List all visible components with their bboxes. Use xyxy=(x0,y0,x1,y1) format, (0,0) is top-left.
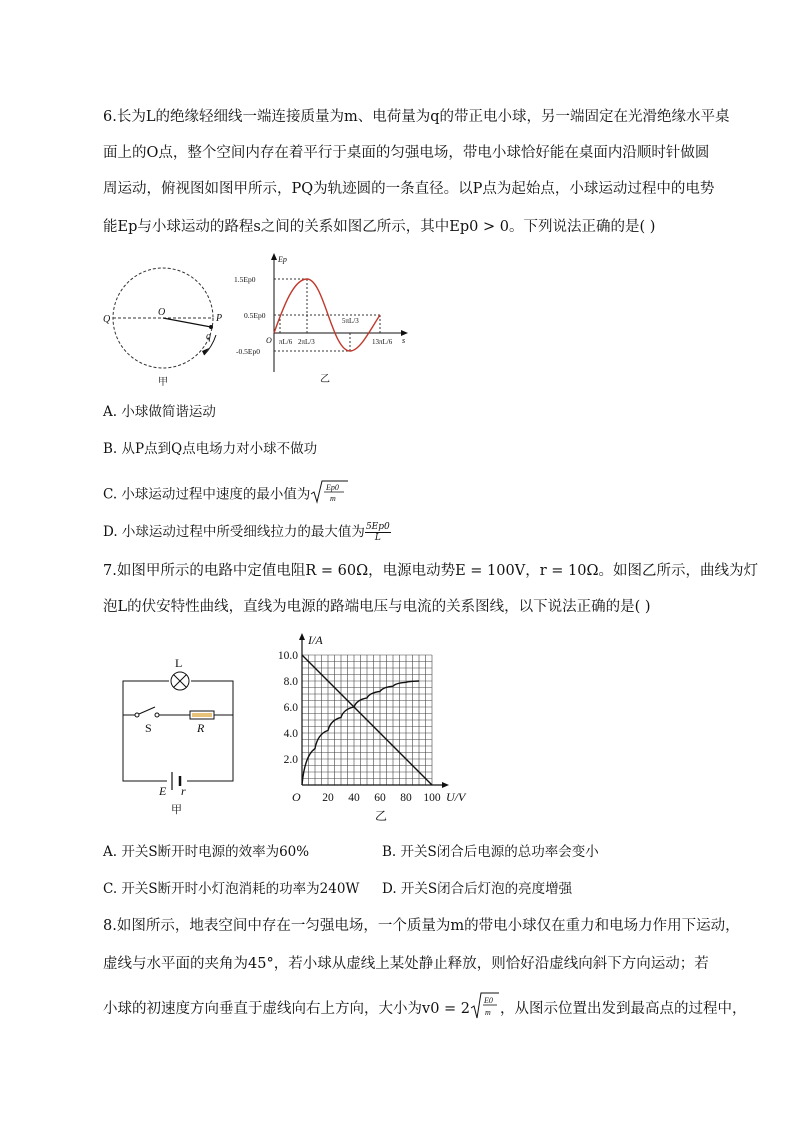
x-tick-label: 100 xyxy=(423,792,441,804)
q7-option-b: B. 开关S闭合后电源的总功率会变小 xyxy=(382,844,599,860)
q8-line-2: 虚线与水平面的夹角为45°，若小球从虚线上某处静止释放，则恰好沿虚线向斜下方向运动；若 xyxy=(103,956,709,972)
q7-option-a: A. 开关S断开时电源的效率为60% xyxy=(103,844,310,860)
label-internal-r: r xyxy=(181,784,186,798)
label-switch: S xyxy=(145,721,152,735)
yi-tick-y-3: -0.5Ep0 xyxy=(236,347,260,356)
q8-den: m xyxy=(485,1008,491,1017)
q6-line-1: 6.长为L的绝缘轻细线一端连接质量为m、电荷量为q的带正电小球，另一端固定在光滑绝缘水平桌 xyxy=(103,109,730,125)
q7-line-1: 7.如图甲所示的电路中定值电阻R = 60Ω，电源电动势E = 100V，r = 10Ω。如图乙所示，曲线为灯 xyxy=(103,563,758,579)
q8-num: E0 xyxy=(484,996,493,1005)
y-tick-label: 2.0 xyxy=(283,754,298,766)
yi-tick-x-1: πL/6 xyxy=(279,338,293,346)
x-tick-label: 40 xyxy=(348,792,360,804)
q6-c-den: m xyxy=(330,494,337,503)
q8-line-3-text: 小球的初速度方向垂直于虚线向右上方向，大小为v0 = 2 xyxy=(103,1001,471,1017)
q6-c-num: Ep0 xyxy=(326,483,340,492)
resistor-fill xyxy=(192,713,212,717)
charged-ball xyxy=(209,325,213,329)
q6-option-d xyxy=(103,522,391,543)
yi-origin: O xyxy=(266,336,272,345)
q6-option-b: B. 从P点到Q点电场力对小球不做功 xyxy=(103,441,318,457)
switch-contact-2 xyxy=(155,713,159,717)
sqrt-symbol xyxy=(310,479,348,511)
switch-contact-1 xyxy=(135,713,139,717)
caption-graph-yi: 乙 xyxy=(375,809,388,823)
x-axis-label: U/V xyxy=(446,790,466,804)
q8-line-3 xyxy=(103,991,747,1027)
y-tick-label: 6.0 xyxy=(283,702,298,714)
x-tick-label: 60 xyxy=(374,792,386,804)
label-emf: E xyxy=(159,784,167,798)
label-q-point: Q xyxy=(103,314,111,325)
label-o-point: O xyxy=(158,307,166,318)
q8-line-3-tail: ，从图示位置出发到最高点的过程中， xyxy=(500,1001,747,1017)
y-tick-label: 8.0 xyxy=(283,676,298,688)
caption-circuit-jia: 甲 xyxy=(171,804,182,816)
label-p-point: P xyxy=(216,313,223,324)
y-tick-label: 10.0 xyxy=(277,650,298,662)
q6-figure-jia xyxy=(100,255,230,390)
q6-option-c-text: C. 小球运动过程中速度的最小值为 xyxy=(103,486,311,503)
q7-option-c: C. 开关S断开时小灯泡消耗的功率为240W xyxy=(103,881,360,897)
q7-line-2: 泡L的伏安特性曲线，直线为电源的路端电压与电流的关系图线，以下说法正确的是( ) xyxy=(103,599,651,615)
yi-tick-x-3: 5πL/3 xyxy=(342,317,359,325)
label-q-charge: q xyxy=(206,331,211,342)
q6-option-c xyxy=(103,479,348,511)
circuit-outer-loop xyxy=(123,681,233,781)
q6-d-fraction xyxy=(365,522,391,543)
q6-d-den: L xyxy=(374,533,381,543)
caption-jia: 甲 xyxy=(158,377,168,388)
x-tick-label: 20 xyxy=(322,792,334,804)
string-line xyxy=(163,318,211,327)
yi-axis-label-ep: Ep xyxy=(278,255,287,264)
x-axis-arrow xyxy=(442,782,449,788)
q8-line-1: 8.如图所示，地表空间中存在一匀强电场，一个质量为m的带电小球仅在重力和电场力作用下运动， xyxy=(103,918,740,934)
q6-option-a: A. 小球做简谐运动 xyxy=(103,404,216,420)
yi-tick-y-2: 0.5Ep0 xyxy=(244,311,266,320)
y-tick-label: 4.0 xyxy=(283,728,298,740)
yi-tick-x-4: 13πL/6 xyxy=(372,338,393,346)
q8-sqrt xyxy=(470,991,500,1027)
chart-origin: O xyxy=(292,790,301,804)
yi-axis-label-s: s xyxy=(402,336,406,345)
q7-iu-chart xyxy=(270,630,490,825)
label-lamp: L xyxy=(175,656,183,670)
q6-line-2: 面上的O点，整个空间内存在着平行于桌面的匀强电场，带电小球恰好能在桌面内沿顺时针做圆 xyxy=(103,145,710,161)
q6-figure-yi xyxy=(232,250,412,390)
y-axis-arrow xyxy=(299,633,305,640)
switch-blade xyxy=(139,707,155,714)
q6-line-4: 能Ep与小球运动的路程s之间的关系如图乙所示，其中Ep0 > 0。下列说法正确的是( ) xyxy=(103,219,656,235)
label-resistor: R xyxy=(197,721,205,735)
q6-option-d-text: D. 小球运动过程中所受细线拉力的最大值为 xyxy=(103,524,365,540)
q7-option-d: D. 开关S闭合后灯泡的亮度增强 xyxy=(382,881,573,897)
y-axis-label: I/A xyxy=(308,633,323,647)
q6-d-num: 5Ep0 xyxy=(365,522,390,532)
q7-circuit-jia xyxy=(115,650,245,820)
caption-yi: 乙 xyxy=(320,374,330,385)
yi-tick-y-1: 1.5Ep0 xyxy=(234,275,256,284)
q6-line-3: 周运动，俯视图如图甲所示，PQ为轨迹圆的一条直径。以P点为起始点，小球运动过程中的电势 xyxy=(103,181,715,197)
yi-y-arrow xyxy=(271,253,277,260)
x-tick-label: 80 xyxy=(400,792,412,804)
yi-tick-x-2: 2πL/3 xyxy=(298,338,315,346)
